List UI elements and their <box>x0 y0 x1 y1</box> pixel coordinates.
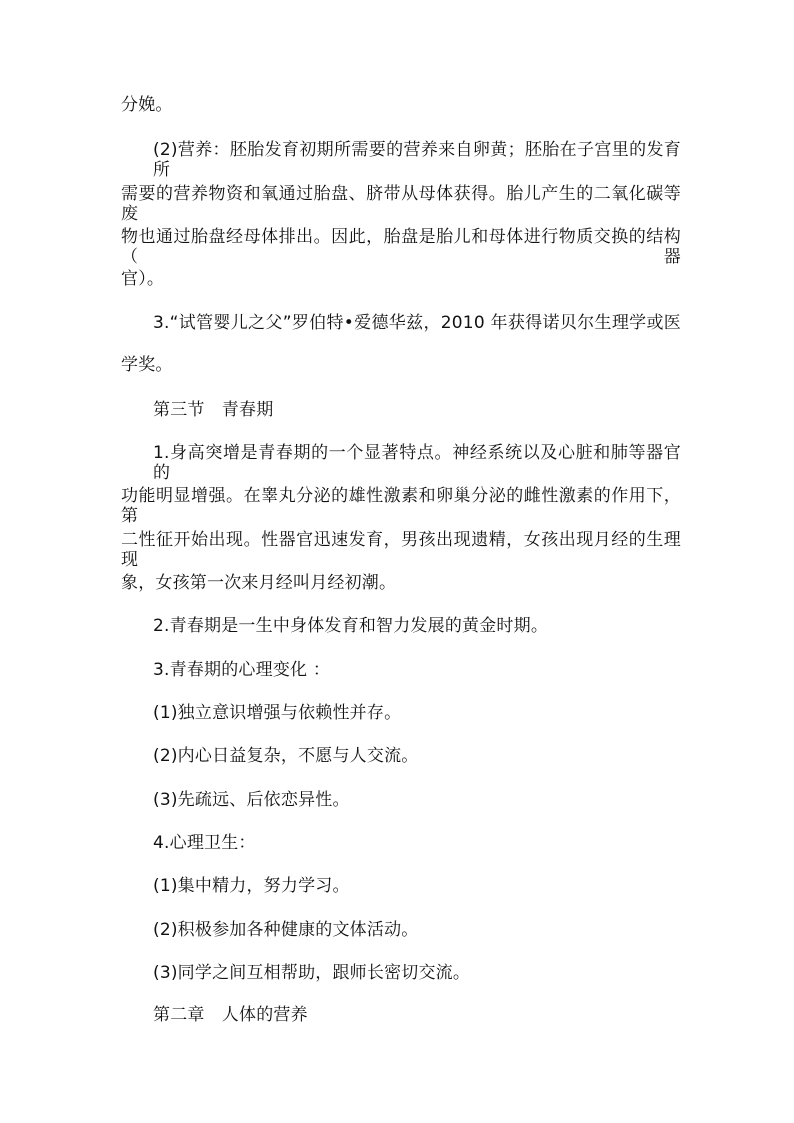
text-line: 4.心理卫生： <box>153 833 256 853</box>
chapter-heading: 第二章 人体的营养 <box>153 1005 308 1025</box>
list-item: (2)内心日益复杂，不愿与人交流。 <box>153 746 419 766</box>
list-item: (2)积极参加各种健康的文体活动。 <box>153 920 419 940</box>
text-line: 官）。 <box>121 269 165 289</box>
text-line: 象，女孩第一次来月经叫月经初潮。 <box>121 573 397 593</box>
text-line: 1.身高突增是青春期的一个显著特点。神经系统以及心脏和肺等器官的 <box>153 443 681 483</box>
text-line: 二性征开始出现。性器官迅速发育，男孩出现遗精，女孩出现月经的生理现 <box>121 530 681 570</box>
list-item: (1)集中精力，努力学习。 <box>153 876 350 896</box>
list-item: (1)独立意识增强与依赖性并存。 <box>153 703 402 723</box>
text-line: (2)营养：胚胎发育初期所需要的营养来自卵黄；胚胎在子宫里的发育所 <box>153 140 681 180</box>
section-heading: 第三节 青春期 <box>153 400 274 420</box>
text-line: 2.青春期是一生中身体发育和智力发展的黄金时期。 <box>153 616 549 636</box>
text-line: 3.“试管婴儿之父”罗伯特•爱德华兹，2010 年获得诺贝尔生理学或医 <box>153 313 681 333</box>
text-line: 3.青春期的心理变化 ： <box>153 660 331 680</box>
text-line: 功能明显增强。在睾丸分泌的雄性激素和卵巢分泌的雌性激素的作用下，第 <box>121 486 681 526</box>
text-line: 学奖。 <box>121 355 173 375</box>
list-item: (3)同学之间互相帮助，跟师长密切交流。 <box>153 963 471 983</box>
text-line: 物也通过胎盘经母体排出。因此，胎盘是胎儿和母体进行物质交换的结构（器 <box>121 227 681 267</box>
text-line: 需要的营养物资和氧通过胎盘、脐带从母体获得。胎儿产生的二氧化碳等废 <box>121 184 681 224</box>
text-line: 分娩。 <box>121 95 173 115</box>
list-item: (3)先疏远、后依恋异性。 <box>153 790 350 810</box>
